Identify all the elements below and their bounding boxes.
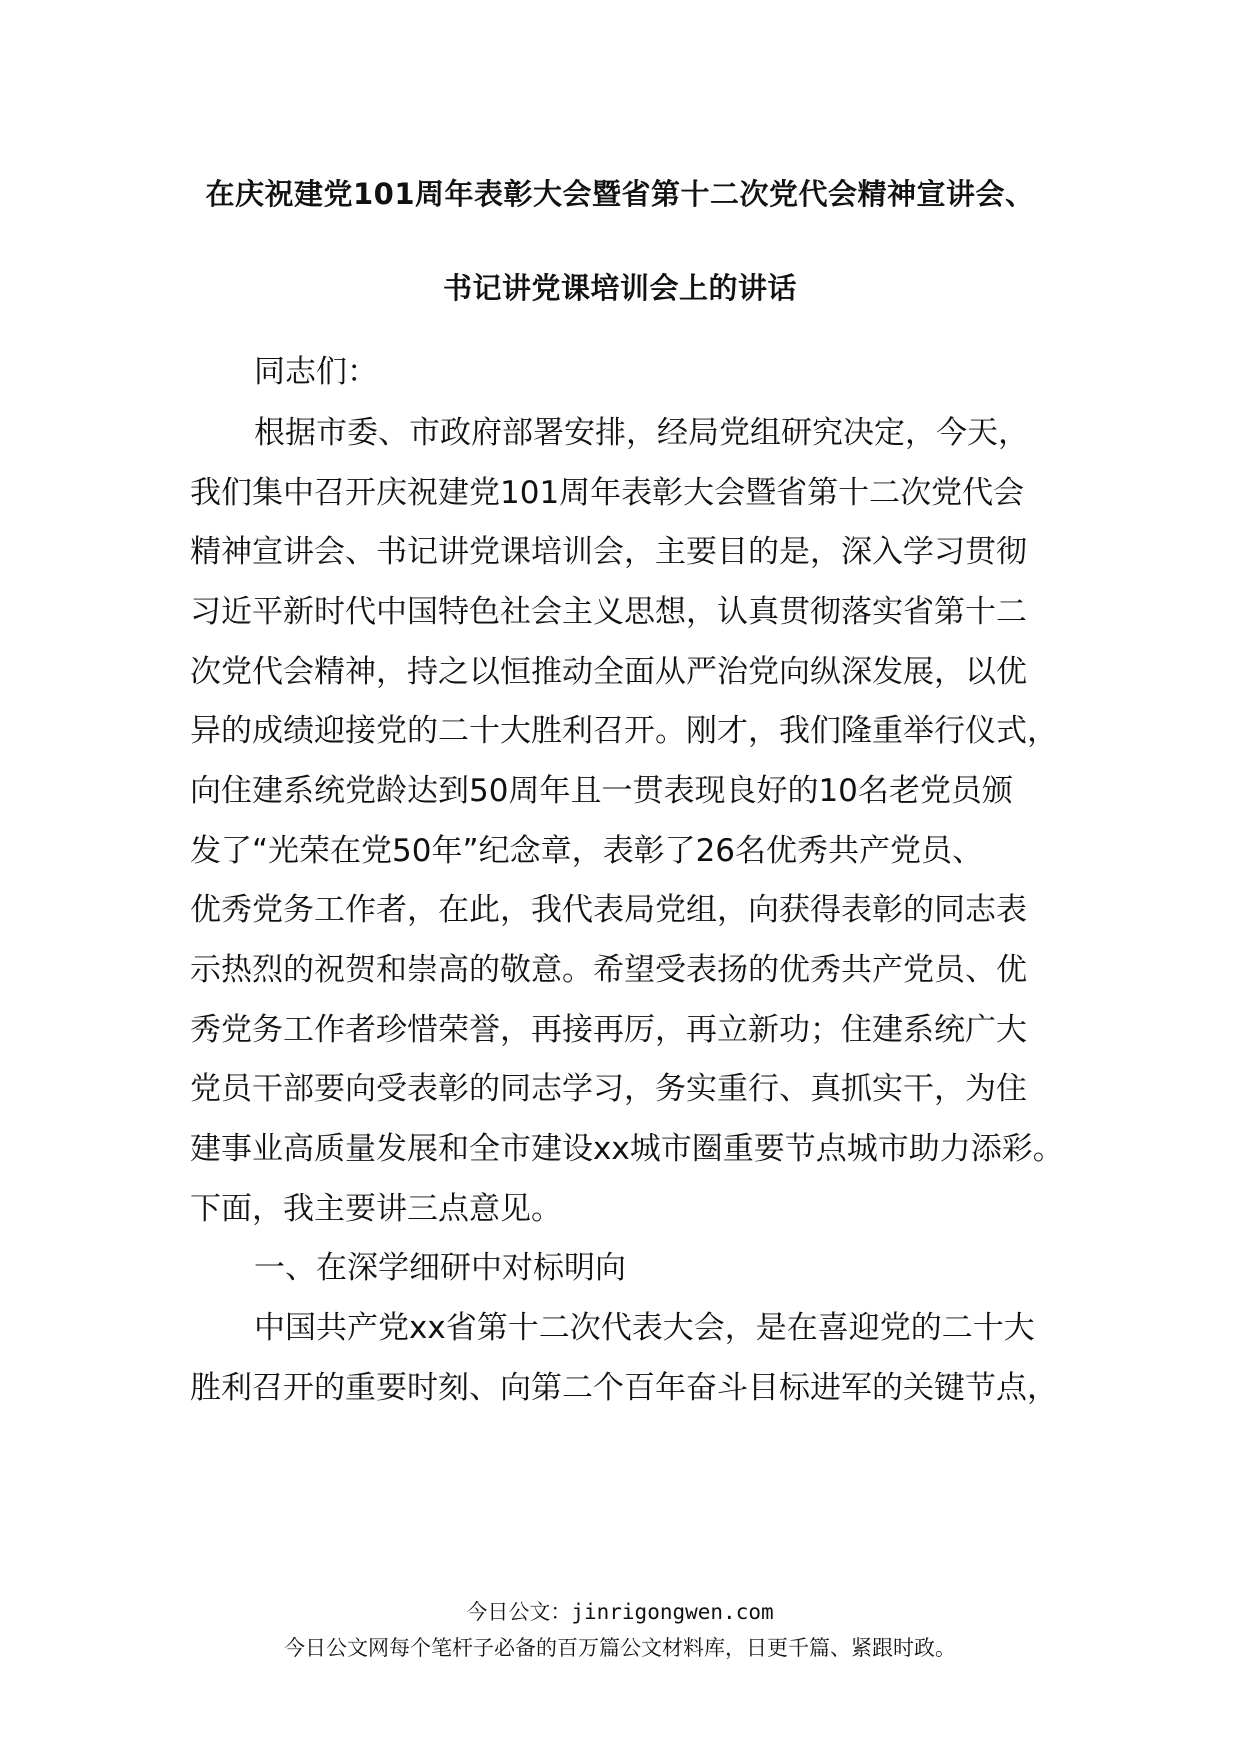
- body-line: 下面，我主要讲三点意见。: [190, 1191, 562, 1227]
- section-body-line: 胜利召开的重要时刻、向第二个百年奋斗目标进军的关键节点，: [190, 1370, 1058, 1406]
- body-line: 我们集中召开庆祝建党101周年表彰大会暨省第十二次党代会: [190, 475, 1025, 511]
- body-line: 党员干部要向受表彰的同志学习，务实重行、真抓实干，为住: [190, 1071, 1027, 1107]
- footer-site-label: 今日公文：: [466, 1600, 572, 1624]
- salutation: 同志们：: [254, 354, 378, 390]
- body-line: 示热烈的祝贺和崇高的敬意。希望受表扬的优秀共产党员、优: [190, 952, 1027, 988]
- footer-slogan: 今日公文网每个笔杆子必备的百万篇公文材料库，日更千篇、紧跟时政。: [284, 1636, 956, 1660]
- footer-site-url[interactable]: jinrigongwen.com: [571, 1600, 774, 1624]
- document-title-line-1: 在庆祝建党101周年表彰大会暨省第十二次党代会精神宣讲会、: [205, 177, 1035, 211]
- body-line: 精神宣讲会、书记讲党课培训会，主要目的是，深入学习贯彻: [190, 534, 1027, 570]
- body-line: 秀党务工作者珍惜荣誉，再接再厉，再立新功；住建系统广大: [190, 1012, 1027, 1048]
- body-line: 根据市委、市政府部署安排，经局党组研究决定，今天，: [254, 415, 1029, 451]
- section-heading: 一、在深学细研中对标明向: [254, 1250, 626, 1286]
- body-line: 优秀党务工作者，在此，我代表局党组，向获得表彰的同志表: [190, 892, 1027, 928]
- body-line: 异的成绩迎接党的二十大胜利召开。刚才，我们隆重举行仪式，: [190, 713, 1058, 749]
- section-body-line: 中国共产党xx省第十二次代表大会，是在喜迎党的二十大: [254, 1310, 1035, 1346]
- body-line: 习近平新时代中国特色社会主义思想，认真贯彻落实省第十二: [190, 594, 1027, 630]
- body-line: 建事业高质量发展和全市建设xx城市圈重要节点城市助力添彩。: [190, 1131, 1064, 1167]
- document-title-line-2: 书记讲党课培训会上的讲话: [442, 271, 797, 305]
- body-line: 向住建系统党龄达到50周年且一贯表现良好的10名老党员颁: [190, 773, 1013, 809]
- body-line: 次党代会精神，持之以恒推动全面从严治党向纵深发展，以优: [190, 654, 1027, 690]
- footer-site: [0, 1596, 1240, 1626]
- body-line: 发了“光荣在党50年”纪念章，表彰了26名优秀共产党员、: [190, 833, 984, 869]
